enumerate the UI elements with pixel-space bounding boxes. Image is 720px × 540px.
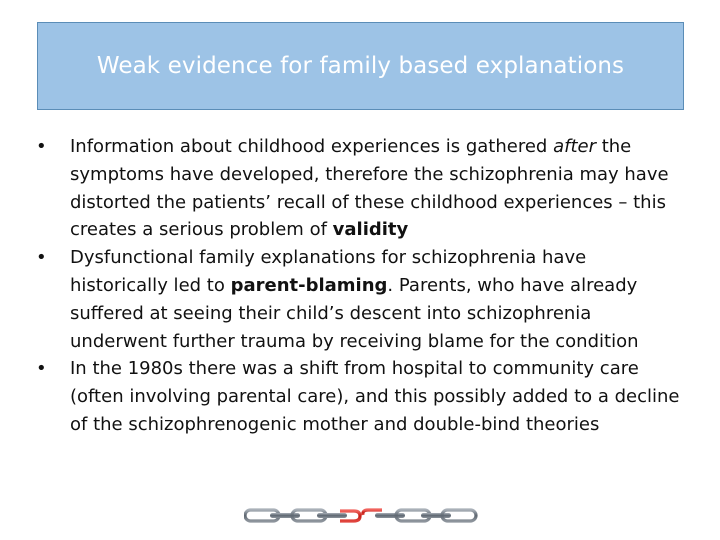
slide-title: Weak evidence for family based explanations — [96, 53, 625, 79]
bullet-marker: • — [36, 247, 47, 269]
bullet-text: Dysfunctional family explanations for schizophrenia have historically led to — [70, 247, 587, 296]
bullet-marker: • — [36, 136, 47, 157]
bullet-item-parent-blaming — [30, 244, 685, 355]
keyword-parent-blaming: parent-blaming — [230, 274, 388, 296]
title-banner — [37, 22, 684, 110]
bullet-text: the symptoms have developed, therefore the schizophrenia may have distorted the patients’ recall of these childhood experiences – this creates a serious problem of — [70, 136, 669, 241]
bullet-text: . Parents, who have already suffered at seeing their child’s descent into schizophrenia underwent further trauma by receiving blame for the condition — [70, 274, 639, 352]
bullet-item-community-care — [30, 355, 685, 438]
emphasis-after: after — [553, 136, 596, 157]
bullet-text: Information about childhood experiences is gathered — [70, 136, 554, 157]
bullet-list — [30, 133, 685, 439]
bullet-text: In the 1980s there was a shift from hospital to community care (often involving parental care), and this possibly added to a decline of the schizophrenogenic mother and double-bind theories — [70, 358, 680, 435]
keyword-validity: validity — [332, 219, 409, 241]
slide-content — [30, 133, 685, 439]
broken-chain-icon — [244, 502, 478, 528]
bullet-marker: • — [36, 358, 47, 380]
bullet-item-recall-validity — [30, 133, 685, 244]
